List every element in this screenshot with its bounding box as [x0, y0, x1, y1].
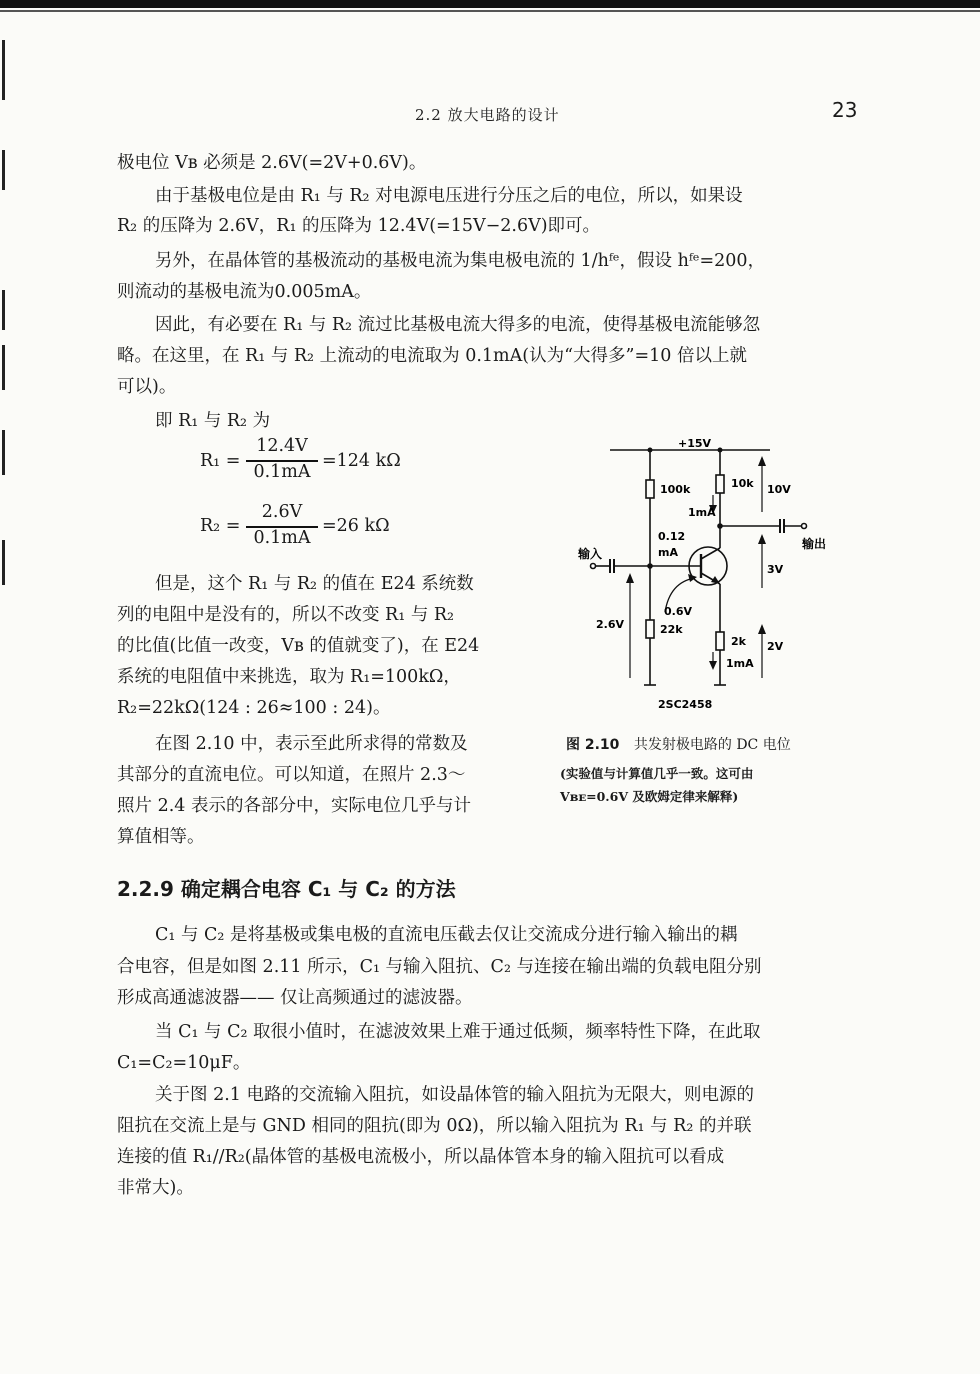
scan-edge-mark — [2, 430, 5, 475]
label-supply: +15V — [678, 437, 712, 450]
scan-top-border-thin — [0, 10, 980, 12]
scan-edge-mark — [2, 290, 5, 330]
text-line: 可以)。 — [117, 377, 177, 397]
text-line: C₁ 与 C₂ 是将基极或集电极的直流电压截去仅让交流成分进行输入输出的耦 — [155, 925, 738, 945]
text-line: 在图 2.10 中，表示至此所求得的常数及 — [155, 734, 468, 754]
label-vce: 3V — [767, 563, 784, 576]
circuit-diagram — [570, 430, 860, 720]
section-heading: 2.2.9 确定耦合电容 C₁ 与 C₂ 的方法 — [117, 877, 456, 901]
scan-top-border — [0, 0, 980, 8]
label-ie: 1mA — [726, 657, 754, 670]
formula-r2-numerator: 2.6V — [261, 502, 303, 522]
text-line: 略。在这里，在 R₁ 与 R₂ 上流动的电流取为 0.1mA(认为“大得多”=10 倍以上就 — [117, 346, 747, 366]
label-v-rc: 10V — [767, 483, 791, 496]
text-line: C₁=C₂=10μF。 — [117, 1053, 251, 1073]
formula-r1-lhs: R₁ = — [200, 451, 241, 471]
formula-r2-rhs: =26 kΩ — [322, 516, 390, 536]
figure-caption-title — [566, 734, 791, 754]
text-line: 关于图 2.1 电路的交流输入阻抗，如设晶体管的输入阻抗为无限大，则电源的 — [155, 1085, 754, 1105]
formula-r1-denominator: 0.1mA — [253, 462, 311, 482]
text-line: 形成高通滤波器—— 仅让高频通过的滤波器。 — [117, 988, 473, 1008]
text-line: 照片 2.4 表示的各部分中，实际电位几乎与计 — [117, 796, 471, 816]
scan-edge-mark — [2, 345, 5, 390]
page-number: 23 — [832, 98, 858, 122]
emitter-arrow — [711, 576, 720, 584]
formula-r2-lhs: R₂ = — [200, 516, 241, 536]
text-line: 系统的电阻值中来挑选，取为 R₁=100kΩ， — [117, 667, 461, 687]
formula-r1-rhs: =124 kΩ — [322, 451, 401, 471]
label-part-number: 2SC2458 — [658, 698, 713, 711]
label-vbe: 0.6V — [664, 605, 692, 618]
text-line: 即 R₁ 与 R₂ 为 — [155, 411, 271, 431]
text-line: 的比值(比值一改变，Vʙ 的值就变了)，在 E24 — [117, 636, 480, 656]
text-line: 则流动的基极电流为0.005mA。 — [117, 282, 372, 302]
text-line: 极电位 Vʙ 必须是 2.6V(=2V+0.6V)。 — [117, 153, 427, 173]
text-line: 连接的值 R₁//R₂(晶体管的基极电流极小，所以晶体管本身的输入阻抗可以看成 — [117, 1147, 725, 1167]
text-line: 阻抗在交流上是与 GND 相同的阻抗(即为 0Ω)，所以输入阻抗为 R₁ 与 R₂ 的并联 — [117, 1116, 752, 1136]
figure-title: 共发射极电路的 DC 电位 — [633, 737, 791, 753]
label-ic: 1mA — [688, 506, 716, 519]
figure-caption-note: Vʙᴇ=0.6V 及欧姆定律来解释) — [560, 789, 739, 804]
r2-resistor — [646, 620, 654, 638]
label-ib-unit: mA — [658, 546, 678, 559]
figure-caption-note: (实验值与计算值几乎一致。这可由 — [560, 766, 754, 781]
running-header: 2.2 放大电路的设计 — [415, 106, 560, 124]
scan-edge-mark — [2, 540, 5, 585]
formula-r2-denominator: 0.1mA — [253, 528, 311, 548]
r1-resistor — [646, 480, 654, 498]
text-line: 由于基极电位是由 R₁ 与 R₂ 对电源电压进行分压之后的电位，所以，如果设 — [155, 186, 743, 206]
formula-r1-numerator: 12.4V — [256, 436, 308, 456]
text-line: 其部分的直流电位。可以知道，在照片 2.3～ — [117, 765, 466, 785]
label-vb: 2.6V — [596, 618, 624, 631]
text-line: 列的电阻中是没有的，所以不改变 R₁ 与 R₂ — [117, 605, 455, 625]
scan-edge-mark — [2, 150, 5, 190]
label-ib-value: 0.12 — [658, 530, 686, 543]
text-line: 算值相等。 — [117, 827, 205, 847]
figure-number: 图 2.10 — [566, 737, 620, 753]
text-line: 合电容，但是如图 2.11 所示，C₁ 与输入阻抗、C₂ 与连接在输出端的负载电阻分别 — [117, 957, 762, 977]
text-line: 当 C₁ 与 C₂ 取很小值时，在滤波效果上难于通过低频，频率特性下降，在此取 — [155, 1022, 761, 1042]
re-resistor — [716, 632, 724, 650]
label-input: 输入 — [578, 547, 603, 561]
label-rc: 10k — [731, 477, 754, 490]
label-re: 2k — [731, 635, 746, 648]
text-line: R₂=22kΩ(124 : 26≈100 : 24)。 — [117, 698, 391, 718]
text-line: R₂ 的压降为 2.6V，R₁ 的压降为 12.4V(=15V−2.6V)即可。 — [117, 216, 601, 236]
label-output: 输出 — [802, 537, 827, 551]
text-line: 非常大)。 — [117, 1178, 194, 1198]
text-line: 另外，在晶体管的基极流动的基极电流为集电极电流的 1/hᶠᵉ，假设 hᶠᵉ=200， — [155, 251, 766, 271]
label-r1: 100k — [660, 483, 691, 496]
text-line: 因此，有必要在 R₁ 与 R₂ 流过比基极电流大得多的电流，使得基极电流能够忽 — [155, 315, 761, 335]
rc-resistor — [716, 475, 724, 493]
scan-edge-mark — [2, 40, 5, 100]
text-line: 但是，这个 R₁ 与 R₂ 的值在 E24 系统数 — [155, 574, 474, 594]
label-r2: 22k — [660, 623, 683, 636]
label-ve: 2V — [767, 640, 784, 653]
